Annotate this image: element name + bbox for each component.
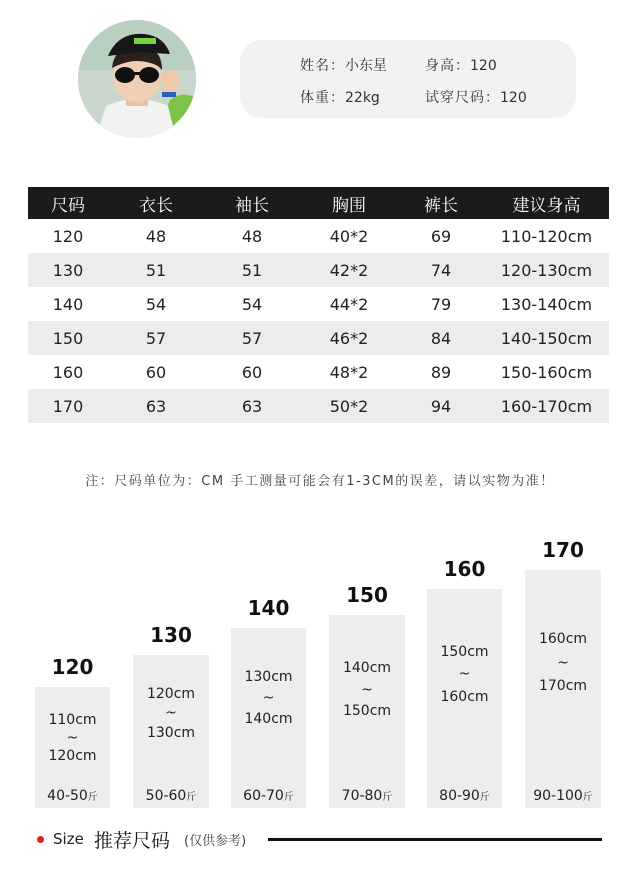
- weight-unit: 斤: [283, 792, 294, 803]
- size-bar-title: 130: [150, 623, 192, 647]
- size-bar-160: [427, 589, 502, 808]
- height-to: 150cm: [342, 703, 392, 720]
- size-bar-weight: [231, 788, 306, 804]
- table-cell: 150-160cm: [500, 362, 593, 382]
- table-cell: 48: [241, 226, 263, 246]
- model-weight: [300, 87, 380, 107]
- height-from: 160cm: [538, 631, 588, 647]
- table-cell: 89: [430, 362, 452, 382]
- table-header-cell: 胸围: [332, 195, 366, 216]
- model-info-box: [240, 40, 576, 118]
- table-cell: 140: [52, 294, 84, 314]
- measurement-note: 注：尺码单位为：CM 手工测量可能会有1-3CM的误差，请以实物为准！: [85, 474, 555, 489]
- table-cell: 57: [241, 328, 263, 348]
- footer-size-label: Size: [53, 830, 84, 848]
- table-row: [28, 389, 609, 423]
- table-cell: 48*2: [329, 362, 369, 382]
- table-row: [28, 253, 609, 287]
- table-cell: 130-140cm: [500, 294, 593, 314]
- size-bar-150: [329, 615, 405, 808]
- size-bar-weight: [329, 788, 405, 804]
- height-tilde: ~: [66, 730, 79, 747]
- table-cell: 40*2: [329, 226, 369, 246]
- table-cell: 60: [145, 362, 167, 382]
- size-bar-title: 150: [346, 583, 388, 607]
- height-to: 170cm: [538, 678, 588, 695]
- table-cell: 48: [145, 226, 167, 246]
- table-cell: 79: [430, 294, 452, 314]
- table-cell: 69: [430, 226, 452, 246]
- footer-divider: [268, 838, 602, 841]
- model-trial-size: [425, 87, 527, 107]
- weight-value: 80-90: [439, 788, 480, 804]
- footer-title: 推荐尺码: [94, 830, 171, 852]
- height-tilde: ~: [557, 654, 569, 671]
- table-cell: 150: [52, 328, 84, 348]
- table-row: [28, 355, 609, 389]
- model-weight-label: 体重：: [300, 90, 345, 106]
- size-bar-title: 120: [51, 655, 94, 679]
- height-from: 140cm: [342, 660, 392, 676]
- table-cell: 63: [241, 396, 263, 416]
- height-to: 140cm: [244, 710, 293, 727]
- weight-value: 50-60: [145, 788, 187, 804]
- table-cell: 51: [241, 260, 263, 280]
- table-cell: 160: [52, 362, 84, 382]
- model-photo-illustration: [78, 20, 196, 138]
- table-cell: 130: [52, 260, 84, 280]
- size-bar-weight: [525, 788, 601, 804]
- weight-unit: 斤: [186, 792, 197, 803]
- red-dot-icon: [37, 836, 44, 843]
- size-bar-170: [525, 570, 601, 808]
- table-cell: 50*2: [329, 396, 369, 416]
- table-cell: 63: [145, 396, 167, 416]
- table-cell: 74: [430, 260, 452, 280]
- model-name: [300, 55, 387, 75]
- height-to: 160cm: [440, 689, 489, 706]
- table-cell: 46*2: [329, 328, 369, 348]
- height-from: 120cm: [146, 685, 196, 702]
- size-bar-height-range: [133, 685, 209, 744]
- size-bar-weight: [427, 788, 502, 804]
- size-bar-title: 140: [247, 596, 290, 620]
- table-cell: 110-120cm: [500, 226, 593, 246]
- table-header-cell: 裤长: [424, 195, 458, 216]
- weight-value: 40-50: [47, 788, 88, 804]
- size-bar-title: 170: [542, 538, 584, 562]
- table-row: [28, 287, 609, 321]
- size-bar-weight: [35, 788, 110, 804]
- size-bar-140: [231, 628, 306, 808]
- model-weight-value: 22kg: [345, 90, 380, 106]
- height-tilde: ~: [262, 689, 275, 706]
- height-tilde: ~: [361, 681, 373, 698]
- size-bar-height-range: [231, 667, 306, 730]
- size-bar-title: 160: [443, 557, 486, 581]
- height-to: 120cm: [48, 748, 97, 765]
- model-trial-label: 试穿尺码：: [425, 90, 500, 106]
- height-from: 150cm: [440, 643, 489, 660]
- table-cell: 60: [241, 362, 263, 382]
- model-photo: [78, 20, 196, 138]
- height-from: 130cm: [244, 668, 293, 685]
- table-header-cell: 袖长: [235, 195, 269, 216]
- size-bar-height-range: [427, 641, 502, 709]
- height-tilde: ~: [458, 666, 471, 683]
- table-cell: 170: [52, 396, 84, 416]
- height-to: 130cm: [146, 725, 196, 742]
- model-name-label: 姓名：: [300, 58, 345, 74]
- table-header-cell: 衣长: [139, 195, 173, 216]
- table-header-row: [28, 187, 609, 219]
- weight-unit: 斤: [87, 792, 98, 803]
- model-height-value: 120: [470, 58, 497, 74]
- table-cell: 120: [52, 226, 84, 246]
- table-row: [28, 321, 609, 355]
- table-cell: 42*2: [329, 260, 369, 280]
- size-bar-weight: [133, 788, 209, 804]
- table-cell: 94: [430, 396, 452, 416]
- model-height: [425, 55, 497, 75]
- weight-value: 90-100: [533, 788, 583, 804]
- table-cell: 54: [145, 294, 167, 314]
- model-name-value: 小东星: [345, 58, 387, 74]
- height-from: 110cm: [48, 712, 97, 728]
- height-tilde: ~: [165, 705, 177, 722]
- model-height-label: 身高：: [425, 58, 470, 74]
- table-cell: 84: [430, 328, 452, 348]
- table-cell: 51: [145, 260, 167, 280]
- size-recommendation-chart: [0, 530, 640, 810]
- size-bar-height-range: [525, 628, 601, 699]
- size-table: [28, 187, 609, 423]
- weight-unit: 斤: [479, 792, 490, 803]
- size-bar-height-range: [329, 658, 405, 723]
- table-header-cell: 建议身高: [512, 195, 581, 216]
- size-bar-height-range: [35, 711, 110, 766]
- footer: [0, 822, 640, 852]
- table-cell: 140-150cm: [500, 328, 593, 348]
- table-cell: 160-170cm: [500, 396, 593, 416]
- table-row: [28, 219, 609, 253]
- table-cell: 54: [241, 294, 263, 314]
- model-trial-value: 120: [500, 90, 527, 106]
- weight-unit: 斤: [582, 792, 593, 803]
- table-header-cell: 尺码: [51, 195, 85, 216]
- table-cell: 120-130cm: [500, 260, 593, 280]
- size-bar-130: [133, 655, 209, 808]
- size-bar-120: [35, 687, 110, 808]
- weight-value: 60-70: [243, 788, 284, 804]
- footer-subtitle: (仅供参考): [184, 834, 247, 849]
- table-cell: 57: [145, 328, 167, 348]
- weight-unit: 斤: [382, 792, 393, 803]
- table-cell: 44*2: [329, 294, 369, 314]
- weight-value: 70-80: [341, 788, 383, 804]
